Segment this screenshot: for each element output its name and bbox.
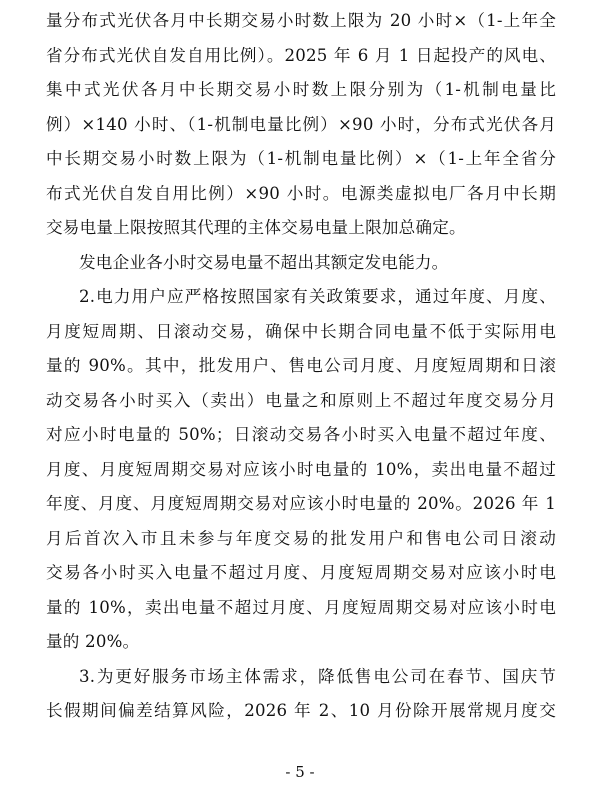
text-line: 动交易各小时买入（卖出）电量之和原则上不超过年度交易分月 [46,390,556,410]
page-number: - 5 - [285,763,315,781]
text-line: 量分布式光伏各月中长期交易小时数上限为 20 小时×（1-上年全 [46,11,556,30]
text-line: 对应小时电量的 50%；日滚动交易各小时买入电量不超过年度、 [46,425,556,444]
paragraph-3 [46,280,556,660]
text-line: 2.电力用户应严格按照国家有关政策要求，通过年度、月度、 [79,287,556,306]
text-line: 例）×140 小时、（1-机制电量比例）×90 小时，分布式光伏各月 [46,114,556,134]
text-line: 量的 20%。 [46,632,140,651]
paragraph-2 [46,246,556,281]
text-line: 交易各小时买入电量不超过月度、月度短周期交易对应该小时电 [46,563,556,582]
paragraph-4 [46,660,556,729]
text-line: 月度、月度短周期交易对应该小时电量的 10%，卖出电量不超过 [46,459,556,479]
text-line: 3.为更好服务市场主体需求，降低售电公司在春节、国庆节 [79,666,556,686]
document-body [46,4,556,729]
text-line: 交易电量上限按照其代理的主体交易电量上限加总确定。 [46,218,466,237]
text-line: 月后首次入市且未参与年度交易的批发用户和售电公司日滚动 [46,528,556,548]
text-line: 发电企业各小时交易电量不超出其额定发电能力。 [79,252,449,272]
text-line: 布式光伏自发自用比例）×90 小时。电源类虚拟电厂各月中长期 [46,183,556,203]
text-line: 中长期交易小时数上限为（1-机制电量比例）×（1-上年全省分 [46,149,556,168]
text-line: 量的 10%，卖出电量不超过月度、月度短周期交易对应该小时电 [46,597,556,617]
text-line: 集中式光伏各月中长期交易小时数上限分别为（1-机制电量比 [46,80,556,99]
text-line: 月度短周期、日滚动交易，确保中长期合同电量不低于实际用电 [46,321,556,341]
paragraph-1 [46,4,556,246]
text-line: 年度、月度、月度短周期交易对应该小时电量的 20%。2026 年 1 [46,494,556,513]
text-line: 量的 90%。其中，批发用户、售电公司月度、月度短周期和日滚 [46,356,556,375]
text-line: 省分布式光伏自发自用比例）。2025 年 6 月 1 日起投产的风电、 [46,45,556,65]
text-line: 长假期间偏差结算风险，2026 年 2、10 月份除开展常规月度交 [46,701,556,720]
